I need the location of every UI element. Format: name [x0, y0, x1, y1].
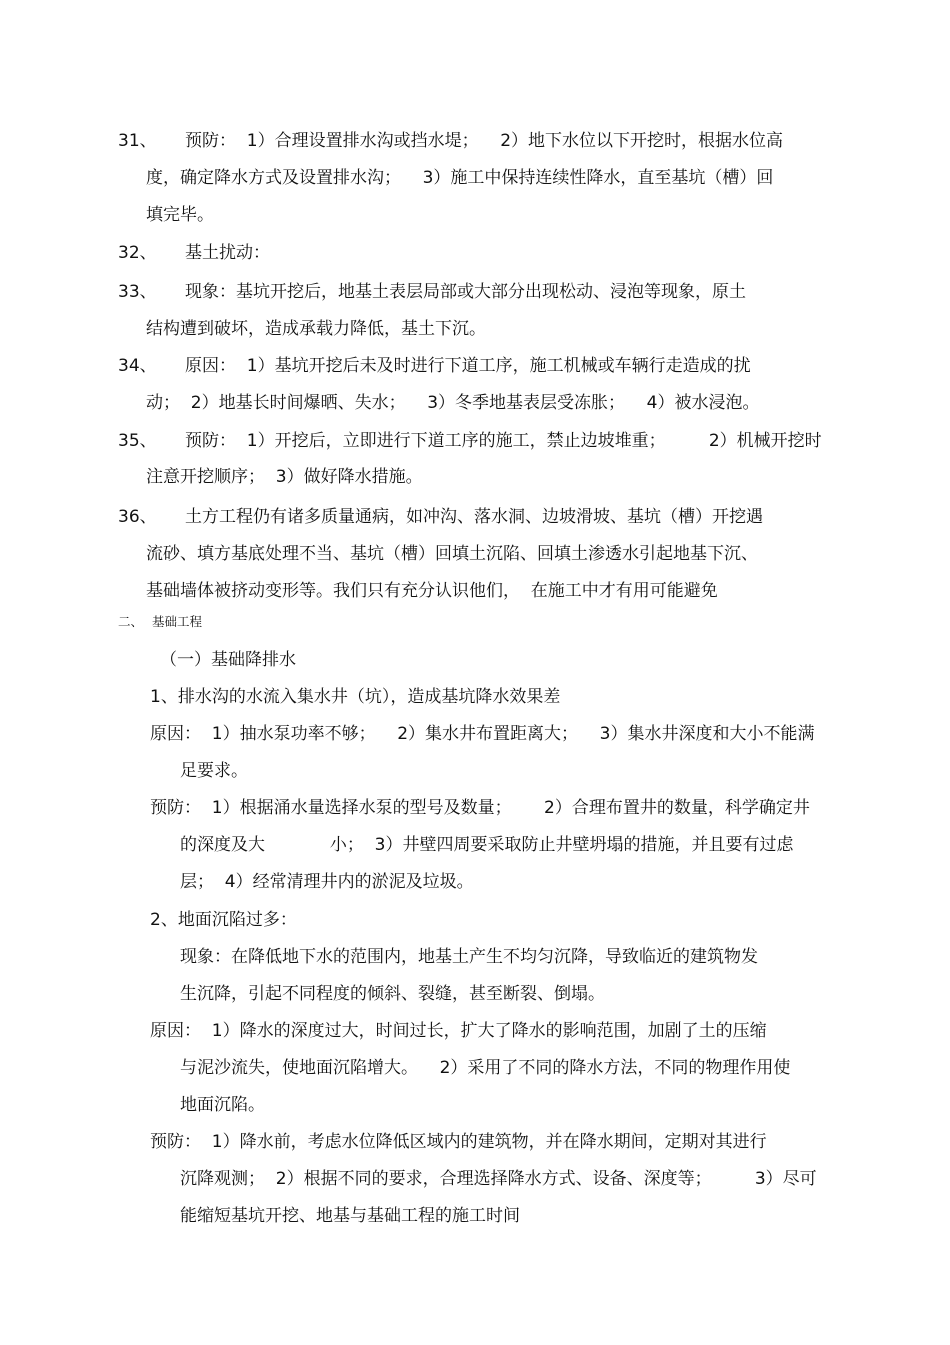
item-number: 35、 — [118, 431, 157, 451]
paragraph-line: 土方工程仍有诸多质量通病，如冲沟、落水洞、边坡滑坡、基坑（槽）开挖遇 — [185, 507, 763, 527]
paragraph-line: 流砂、填方基底处理不当、基坑（槽）回填土沉陷、回填土渗透水引起地基下沉、 — [146, 544, 758, 564]
item-number: 36、 — [118, 507, 157, 527]
prevent-line: 能缩短基坑开挖、地基与基础工程的施工时间 — [180, 1206, 520, 1226]
item-number: 34、 — [118, 356, 157, 376]
problem-title: 2、地面沉陷过多： — [150, 910, 297, 930]
phenomenon-line: 生沉降，引起不同程度的倾斜、裂缝，甚至断裂、倒塌。 — [180, 984, 605, 1004]
prevent-line: 沉降观测； 2）根据不同的要求，合理选择降水方式、设备、深度等； 3）尽可 — [180, 1169, 817, 1189]
problem-title: 1、排水沟的水流入集水井（坑），造成基坑降水效果差 — [150, 687, 561, 707]
cause-line: 足要求。 — [180, 761, 248, 781]
paragraph-line: 注意开挖顺序； 3）做好降水措施。 — [146, 467, 423, 487]
paragraph-line: 原因： 1）基坑开挖后未及时进行下道工序，施工机械或车辆行走造成的扰 — [185, 356, 751, 376]
cause-line: 原因： 1）降水的深度过大，时间过长，扩大了降水的影响范围，加剧了土的压缩 — [150, 1021, 767, 1041]
prevent-line: 层； 4）经常清理井内的淤泥及垃圾。 — [180, 872, 474, 892]
prevent-line: 的深度及大 小； 3）井壁四周要采取防止井壁坍塌的措施，并且要有过虑 — [180, 835, 794, 855]
section-title: 基础工程 — [152, 614, 203, 629]
paragraph-line: 基土扰动： — [185, 243, 270, 263]
item-number: 31、 — [118, 131, 157, 151]
prevent-line: 预防： 1）降水前，考虑水位降低区域内的建筑物，并在降水期间，定期对其进行 — [150, 1132, 767, 1152]
paragraph-line: 填完毕。 — [146, 205, 214, 225]
paragraph-line: 预防： 1）开挖后，立即进行下道工序的施工，禁止边坡堆重； 2）机械开挖时 — [185, 431, 822, 451]
paragraph-line: 度，确定降水方式及设置排水沟； 3）施工中保持连续性降水，直至基坑（槽）回 — [146, 168, 774, 188]
paragraph-line: 结构遭到破坏，造成承载力降低，基土下沉。 — [146, 319, 486, 339]
cause-line: 原因： 1）抽水泵功率不够； 2）集水井布置距离大； 3）集水井深度和大小不能满 — [150, 724, 815, 744]
paragraph-line: 基础墙体被挤动变形等。我们只有充分认识他们， 在施工中才有用可能避免 — [146, 581, 718, 601]
cause-line: 与泥沙流失，使地面沉陷增大。 2）采用了不同的降水方法，不同的物理作用使 — [180, 1058, 791, 1078]
phenomenon-line: 现象：在降低地下水的范围内，地基土产生不均匀沉降，导致临近的建筑物发 — [180, 947, 758, 967]
paragraph-line: 现象：基坑开挖后，地基土表层局部或大部分出现松动、浸泡等现象，原土 — [185, 282, 746, 302]
section-number: 二、 — [118, 614, 144, 629]
paragraph-line: 动； 2）地基长时间爆晒、失水； 3）冬季地基表层受冻胀； 4）被水浸泡。 — [146, 393, 760, 413]
item-number: 33、 — [118, 282, 157, 302]
item-number: 32、 — [118, 243, 157, 263]
cause-line: 地面沉陷。 — [180, 1095, 265, 1115]
prevent-line: 预防： 1）根据涌水量选择水泵的型号及数量； 2）合理布置井的数量，科学确定井 — [150, 798, 810, 818]
subsection-title: （一）基础降排水 — [160, 650, 296, 670]
paragraph-line: 预防： 1）合理设置排水沟或挡水堤； 2）地下水位以下开挖时，根据水位高 — [185, 131, 784, 151]
